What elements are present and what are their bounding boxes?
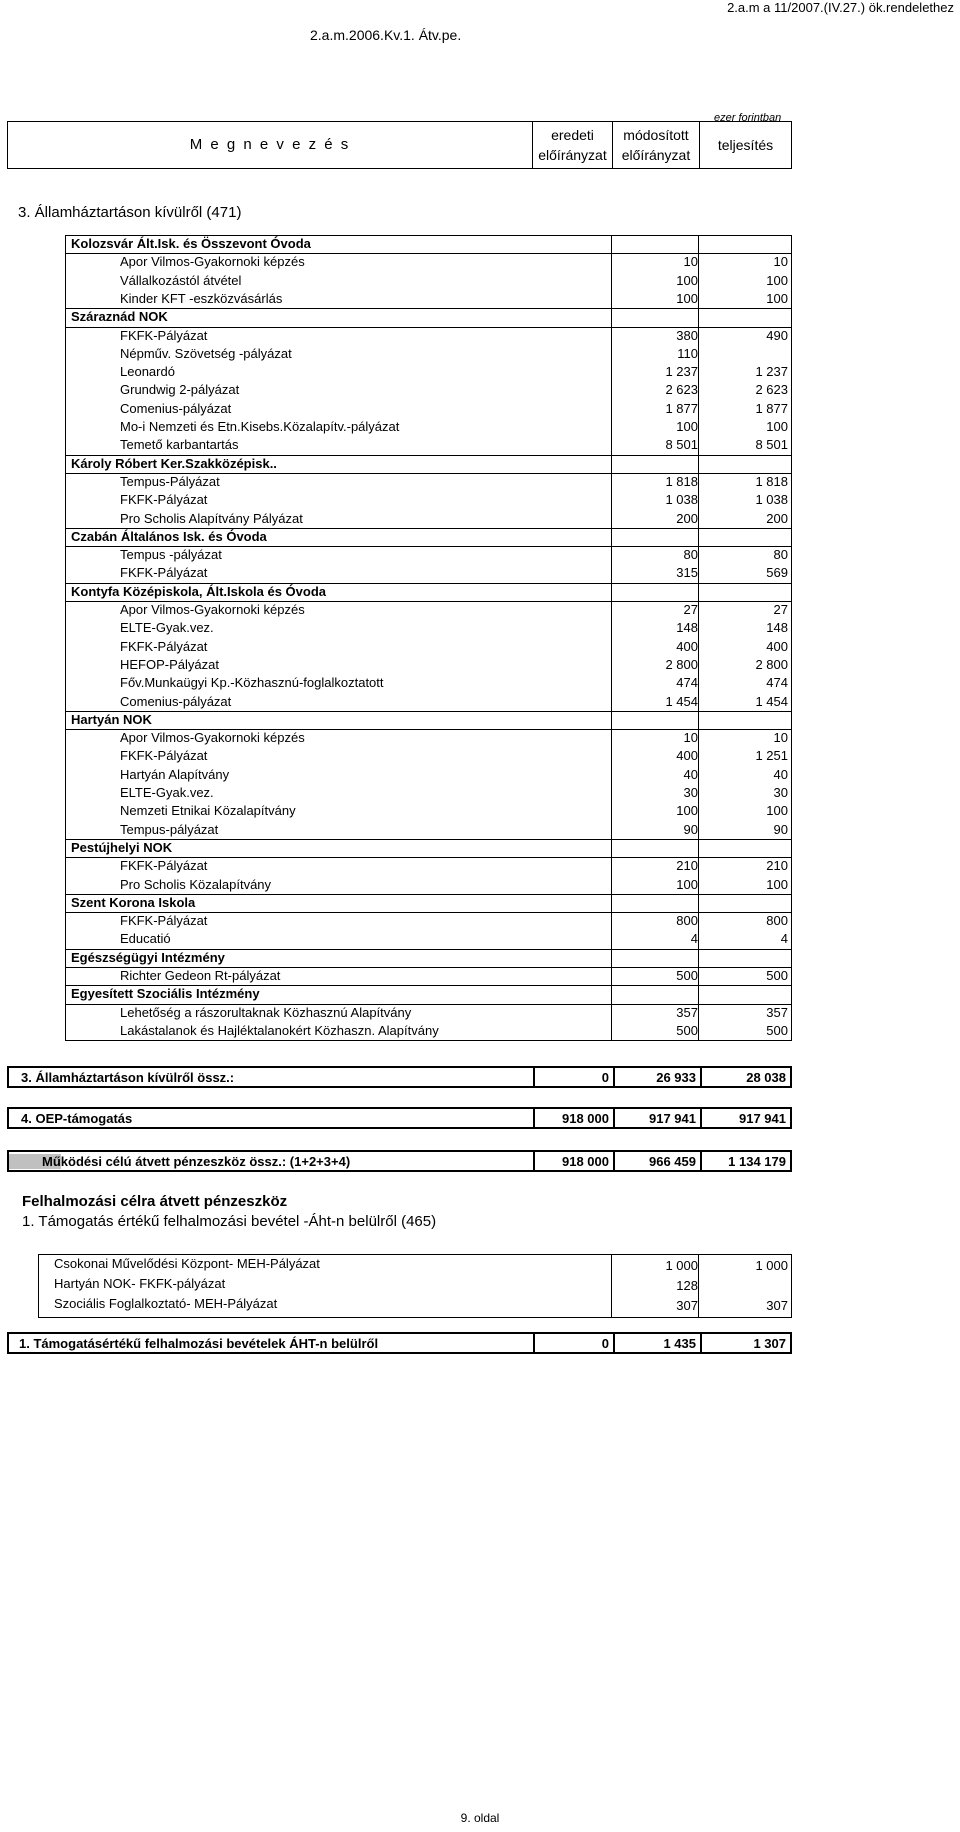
performance-value: 490 — [766, 327, 788, 343]
row-label: FKFK-Pályázat — [120, 913, 208, 929]
table-row — [0, 802, 960, 820]
group-label: Hartyán NOK — [71, 711, 152, 727]
row-label: Richter Gedeon Rt-pályázat — [120, 968, 281, 983]
total-modified: 1 435 — [613, 1334, 700, 1352]
modified-value: 1 000 — [665, 1258, 698, 1273]
total-performance: 917 941 — [700, 1109, 790, 1127]
total-performance: 28 038 — [700, 1068, 790, 1086]
modified-value: 1 038 — [665, 492, 698, 508]
group-row — [0, 985, 960, 1003]
performance-value: 30 — [773, 785, 788, 800]
row-label: Apor Vilmos-Gyakornoki képzés — [120, 602, 305, 617]
table-row — [0, 930, 960, 948]
total-original: 0 — [533, 1068, 613, 1086]
modified-value: 357 — [676, 1004, 698, 1020]
row-label: Szociális Foglalkoztató- MEH-Pályázat — [54, 1296, 278, 1311]
table-row — [0, 601, 960, 619]
group-row — [0, 455, 960, 473]
group-row — [0, 949, 960, 967]
performance-value: 1 000 — [755, 1258, 788, 1273]
row-label: Grundwig 2-pályázat — [120, 382, 240, 398]
table-row — [0, 821, 960, 839]
group-label: Egyesített Szociális Intézmény — [71, 986, 260, 1002]
table-row — [0, 345, 960, 363]
total-row-oep — [7, 1107, 792, 1129]
table-row — [0, 967, 960, 985]
table-row — [0, 436, 960, 454]
modified-value: 110 — [677, 345, 698, 361]
row-label: Csokonai Művelődési Központ- MEH-Pályázat — [54, 1256, 320, 1271]
section-title: 3. Államháztartáson kívülről (471) — [18, 204, 242, 221]
modified-value: 100 — [676, 419, 698, 434]
performance-value: 2 800 — [755, 656, 788, 672]
row-label: Népműv. Szövetség -pályázat — [120, 345, 292, 361]
modified-value: 380 — [676, 327, 698, 343]
table-row — [0, 473, 960, 491]
group-row — [0, 583, 960, 601]
performance-value: 200 — [766, 510, 788, 526]
capital-section-subtitle: 1. Támogatás értékű felhalmozási bevétel -Áht-n belülről (465) — [22, 1213, 437, 1230]
performance-value: 100 — [766, 290, 788, 306]
row-label: FKFK-Pályázat — [120, 748, 208, 764]
row-label: Vállalkozástól átvétel — [120, 272, 242, 288]
performance-value: 80 — [773, 547, 788, 563]
table-row — [0, 363, 960, 381]
performance-value: 100 — [766, 419, 788, 434]
performance-value: 210 — [766, 858, 788, 874]
row-label: HEFOP-Pályázat — [120, 656, 219, 672]
row-label: Lakástalanok és Hajléktalanokért Közhaszn. Alapítvány — [120, 1022, 439, 1038]
modified-value: 400 — [676, 638, 698, 654]
total-label: Mű ködési célú átvett pénzeszköz össz.: (1+2+3+4) — [9, 1152, 533, 1170]
total-original: 918 000 — [533, 1109, 613, 1127]
group-label: Egészségügyi Intézmény — [71, 949, 225, 965]
modified-value: 30 — [683, 785, 698, 800]
modified-value: 400 — [676, 748, 698, 764]
header-original: eredeti előírányzat — [532, 122, 612, 168]
total-original: 0 — [533, 1334, 613, 1352]
total-modified: 917 941 — [613, 1109, 700, 1127]
table-row — [0, 327, 960, 345]
table-row — [0, 693, 960, 711]
modified-value: 100 — [676, 290, 698, 306]
performance-value: 500 — [766, 968, 788, 983]
group-label: Károly Róbert Ker.Szakközépisk.. — [71, 455, 277, 471]
row-label: Tempus -pályázat — [120, 547, 222, 563]
table-row — [0, 491, 960, 509]
table-row — [0, 418, 960, 436]
modified-value: 1 818 — [665, 473, 698, 489]
performance-value: 40 — [773, 766, 788, 782]
modified-value: 40 — [683, 766, 698, 782]
total-performance: 1 307 — [700, 1334, 790, 1352]
performance-value: 4 — [780, 931, 788, 947]
modified-value: 307 — [676, 1298, 698, 1313]
table-row — [0, 510, 960, 528]
performance-value: 100 — [766, 876, 788, 892]
row-label: Főv.Munkaügyi Kp.-Közhasznú-foglalkoztatott — [120, 675, 384, 691]
table-row — [0, 290, 960, 308]
group-row — [0, 839, 960, 857]
performance-value: 569 — [766, 565, 788, 581]
total-performance: 1 134 179 — [700, 1152, 790, 1170]
modified-value: 128 — [676, 1278, 698, 1293]
table-row — [0, 729, 960, 747]
table-row — [0, 1294, 960, 1314]
row-label: Lehetőség a rászorultaknak Közhasznú Alapítvány — [120, 1004, 412, 1020]
row-label: Mo-i Nemzeti és Etn.Kisebs.Közalapítv.-pályázat — [120, 419, 400, 434]
header-modified: módosított előírányzat — [612, 122, 699, 168]
modified-value: 500 — [676, 968, 698, 983]
total-modified: 26 933 — [613, 1068, 700, 1086]
performance-value: 100 — [766, 803, 788, 819]
group-label: Száraznád NOK — [71, 309, 168, 325]
total-row-section3 — [7, 1066, 792, 1088]
modified-value: 100 — [676, 803, 698, 819]
document-reference: 2.a.m a 11/2007.(IV.27.) ök.rendelethez — [727, 0, 954, 15]
modified-value: 10 — [683, 730, 698, 746]
group-label: Pestújhelyi NOK — [71, 839, 173, 855]
performance-value: 800 — [766, 913, 788, 929]
row-label: Temető karbantartás — [120, 437, 239, 453]
table-row — [0, 857, 960, 875]
group-label: Szent Korona Iskola — [71, 894, 196, 910]
modified-value: 800 — [676, 913, 698, 929]
unit-label: ezer forintban — [714, 112, 782, 124]
group-label: Czabán Általános Isk. és Óvoda — [71, 528, 267, 544]
row-label: Hartyán NOK- FKFK-pályázat — [54, 1276, 226, 1291]
sheet-title: 2.a.m.2006.Kv.1. Átv.pe. — [310, 27, 462, 43]
modified-value: 8 501 — [665, 437, 698, 453]
row-label: ELTE-Gyak.vez. — [120, 620, 214, 636]
modified-value: 148 — [676, 620, 698, 636]
table-row — [0, 381, 960, 399]
group-row — [0, 711, 960, 729]
table-row — [0, 784, 960, 802]
modified-value: 100 — [676, 272, 698, 288]
modified-value: 2 623 — [665, 382, 698, 398]
modified-value: 10 — [683, 254, 698, 270]
group-label: Kolozsvár Ált.Isk. és Összevont Óvoda — [71, 236, 311, 251]
table-row — [0, 1254, 960, 1274]
performance-value: 27 — [773, 602, 788, 617]
modified-value: 1 877 — [665, 400, 698, 416]
row-label: ELTE-Gyak.vez. — [120, 785, 214, 800]
modified-value: 200 — [676, 510, 698, 526]
total-original: 918 000 — [533, 1152, 613, 1170]
table-row — [0, 272, 960, 290]
table-row — [0, 912, 960, 930]
table-row — [0, 564, 960, 582]
row-label: Hartyán Alapítvány — [120, 766, 230, 782]
total-row-capital — [7, 1332, 792, 1354]
row-label: FKFK-Pályázat — [120, 858, 208, 874]
performance-value: 1 237 — [755, 364, 788, 380]
performance-value: 1 818 — [755, 473, 788, 489]
modified-value: 2 800 — [665, 656, 698, 672]
row-label: FKFK-Pályázat — [120, 327, 208, 343]
performance-value: 400 — [766, 638, 788, 654]
table-row — [0, 546, 960, 564]
table-row — [0, 1274, 960, 1294]
group-label: Kontyfa Középiskola, Ált.Iskola és Óvoda — [71, 583, 327, 599]
performance-value: 1 251 — [755, 748, 788, 764]
row-label: Leonardó — [120, 364, 175, 380]
performance-value: 8 501 — [755, 437, 788, 453]
table-row — [0, 1004, 960, 1022]
performance-value: 357 — [766, 1004, 788, 1020]
group-row — [0, 528, 960, 546]
row-label: FKFK-Pályázat — [120, 638, 208, 654]
performance-value: 90 — [773, 821, 788, 837]
performance-value: 10 — [773, 730, 788, 746]
performance-value: 2 623 — [755, 382, 788, 398]
performance-value: 1 038 — [755, 492, 788, 508]
row-label: Pro Scholis Közalapítvány — [120, 876, 272, 892]
performance-value: 474 — [766, 675, 788, 691]
header-performance: teljesítés — [699, 122, 791, 168]
row-label: FKFK-Pályázat — [120, 565, 208, 581]
table-row — [0, 747, 960, 765]
performance-value: 307 — [766, 1298, 788, 1313]
page-number: 9. oldal — [460, 1811, 500, 1825]
header-name: M e g n e v e z é s — [189, 136, 351, 153]
performance-value: 1 454 — [755, 693, 788, 709]
performance-value: 100 — [766, 272, 788, 288]
row-label: Apor Vilmos-Gyakornoki képzés — [120, 730, 305, 746]
total-label: 4. OEP-támogatás — [21, 1110, 133, 1126]
row-label: Tempus-pályázat — [120, 821, 219, 837]
total-modified: 966 459 — [613, 1152, 700, 1170]
modified-value: 500 — [676, 1022, 698, 1038]
capital-section-title: Felhalmozási célra átvett pénzeszköz — [22, 1193, 288, 1210]
row-label: Apor Vilmos-Gyakornoki képzés — [120, 254, 305, 270]
table-row — [0, 619, 960, 637]
total-label: 1. Támogatásértékű felhalmozási bevételek ÁHT-n belülről — [19, 1335, 379, 1351]
row-label: Pro Scholis Alapítvány Pályázat — [120, 510, 303, 526]
row-label: Educatió — [120, 931, 171, 947]
table-row — [0, 400, 960, 418]
table-row — [0, 876, 960, 894]
modified-value: 315 — [676, 565, 698, 581]
table-row — [0, 253, 960, 271]
modified-value: 4 — [690, 931, 698, 947]
table-row — [0, 674, 960, 692]
row-label: FKFK-Pályázat — [120, 492, 208, 508]
modified-value: 27 — [683, 602, 698, 617]
modified-value: 210 — [676, 858, 698, 874]
table-row — [0, 1022, 960, 1040]
modified-value: 100 — [676, 876, 698, 892]
modified-value: 80 — [683, 547, 698, 563]
performance-value: 500 — [766, 1022, 788, 1038]
row-label: Comenius-pályázat — [120, 693, 232, 709]
performance-value: 1 877 — [755, 400, 788, 416]
modified-value: 1 454 — [665, 693, 698, 709]
modified-value: 1 237 — [665, 364, 698, 380]
total-row-operating — [7, 1150, 792, 1172]
modified-value: 90 — [683, 821, 698, 837]
row-label: Comenius-pályázat — [120, 400, 232, 416]
table-row — [0, 766, 960, 784]
modified-value: 474 — [676, 675, 698, 691]
group-row — [0, 235, 960, 253]
row-label: Tempus-Pályázat — [120, 473, 220, 489]
total-label: 3. Államháztartáson kívülről össz.: — [21, 1069, 235, 1085]
group-row — [0, 308, 960, 326]
row-label: Nemzeti Etnikai Közalapítvány — [120, 803, 296, 819]
table-row — [0, 638, 960, 656]
table-header — [7, 121, 792, 169]
performance-value: 148 — [766, 620, 788, 636]
group-row — [0, 894, 960, 912]
table-row — [0, 656, 960, 674]
performance-value: 10 — [773, 254, 788, 270]
row-label: Kinder KFT -eszközvásárlás — [120, 290, 283, 306]
